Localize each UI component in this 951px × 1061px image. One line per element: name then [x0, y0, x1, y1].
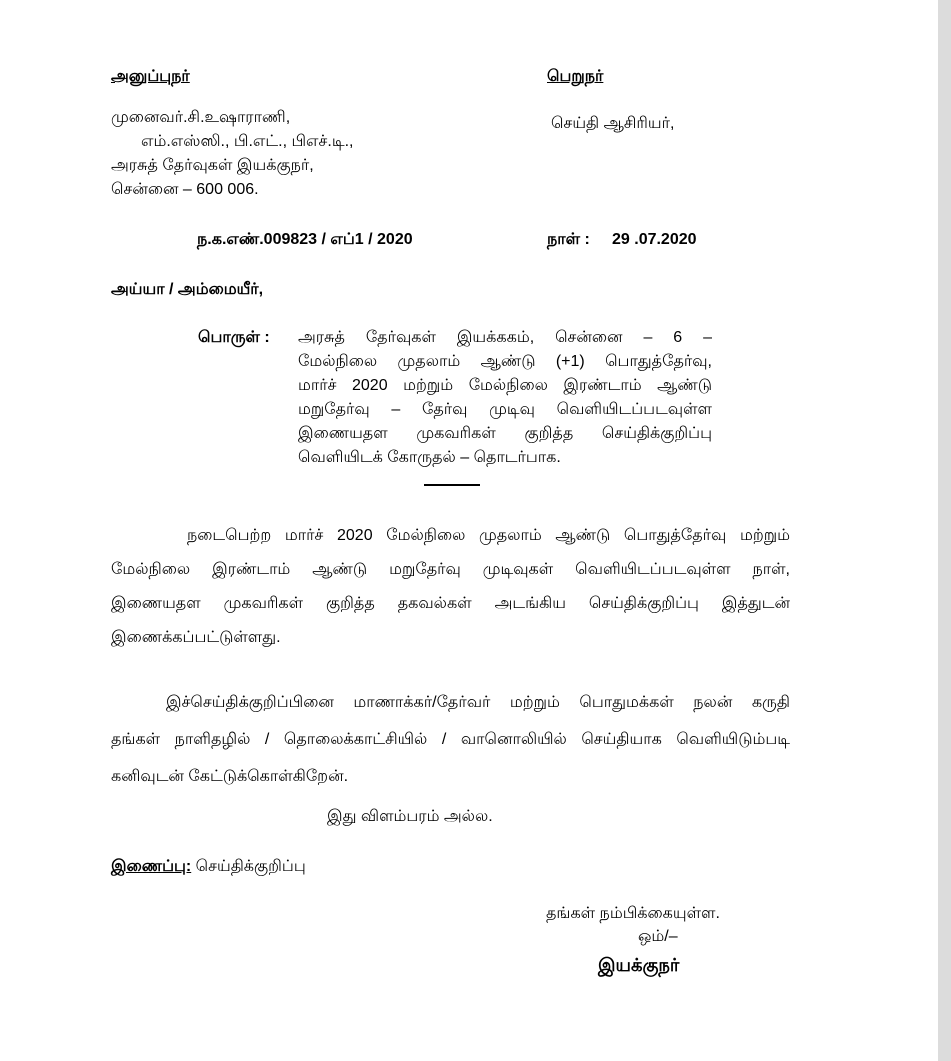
- subject-divider: [424, 484, 480, 486]
- paragraph-line: தங்கள் நாளிதழில் / தொலைக்காட்சியில் / வானொலியில் செய்தியாக வெளியிடும்படி: [111, 731, 790, 748]
- subject-line: இணையதள முகவரிகள் குறித்த செய்திக்குறிப்பு: [298, 425, 712, 442]
- paragraph-line: நடைபெற்ற மார்ச் 2020 மேல்நிலை முதலாம் ஆண்டு பொதுத்தேர்வு மற்றும்: [187, 527, 790, 544]
- signatory-title: இயக்குநர்: [598, 955, 680, 975]
- paragraph-1: [111, 519, 790, 655]
- paragraph-line: இணைக்கப்பட்டுள்ளது.: [111, 629, 281, 646]
- signed-mark: ஒம்/–: [638, 928, 678, 945]
- enclosure: [111, 856, 306, 878]
- sender-qualification: எம்.எஸ்ஸி., பி.எட்., பிஎச்.டி.,: [141, 133, 354, 150]
- subject-label: பொருள் :: [198, 329, 270, 346]
- closing-line: தங்கள் நம்பிக்கையுள்ள.: [546, 905, 720, 922]
- not-advertisement-note: இது விளம்பரம் அல்ல.: [327, 808, 493, 825]
- paragraph-line: மேல்நிலை இரண்டாம் ஆண்டு மறுதேர்வு முடிவுகள் வெளியிடப்படவுள்ள நாள்,: [111, 561, 790, 578]
- paragraph-2: [111, 684, 790, 795]
- salutation: அய்யா / அம்மையீர்,: [111, 281, 264, 298]
- date-label: நாள் :: [547, 231, 590, 248]
- sender-address: சென்னை – 600 006.: [111, 181, 259, 198]
- window-edge: [938, 0, 951, 1061]
- sender-designation: அரசுத் தேர்வுகள் இயக்குநர்,: [111, 157, 314, 174]
- subject-line: மார்ச் 2020 மற்றும் மேல்நிலை இரண்டாம் ஆண்டு: [298, 377, 712, 394]
- paragraph-line: இச்செய்திக்குறிப்பினை மாணாக்கர்/தேர்வர் மற்றும் பொதுமக்கள் நலன் கருதி: [166, 694, 790, 711]
- paragraph-line: கனிவுடன் கேட்டுக்கொள்கிறேன்.: [111, 768, 349, 785]
- recipient-heading: பெறுநர்: [547, 68, 604, 85]
- sender-name: முனைவர்.சி.உஷாராணி,: [111, 109, 291, 126]
- enclosure-label: இணைப்பு:: [111, 858, 192, 875]
- subject-line: மறுதேர்வு – தேர்வு முடிவு வெளியிடப்படவுள்ள: [298, 401, 712, 418]
- paragraph-line: இணையதள முகவரிகள் குறித்த தகவல்கள் அடங்கிய செய்திக்குறிப்பு இத்துடன்: [111, 595, 790, 612]
- subject-line: வெளியிடக் கோருதல் – தொடர்பாக.: [298, 449, 561, 466]
- subject-line: மேல்நிலை முதலாம் ஆண்டு (+1) பொதுத்தேர்வு,: [298, 353, 712, 370]
- date-value: 29 .07.2020: [612, 231, 697, 248]
- sender-heading: அனுப்புநர்: [111, 68, 190, 85]
- subject-block: [298, 326, 712, 470]
- enclosure-value: செய்திக்குறிப்பு: [195, 858, 306, 875]
- subject-line: அரசுத் தேர்வுகள் இயக்ககம், சென்னை – 6 –: [298, 329, 712, 346]
- reference-number: ந.க.எண்.009823 / எப்1 / 2020: [197, 231, 413, 248]
- recipient-line: செய்தி ஆசிரியர்,: [551, 115, 675, 132]
